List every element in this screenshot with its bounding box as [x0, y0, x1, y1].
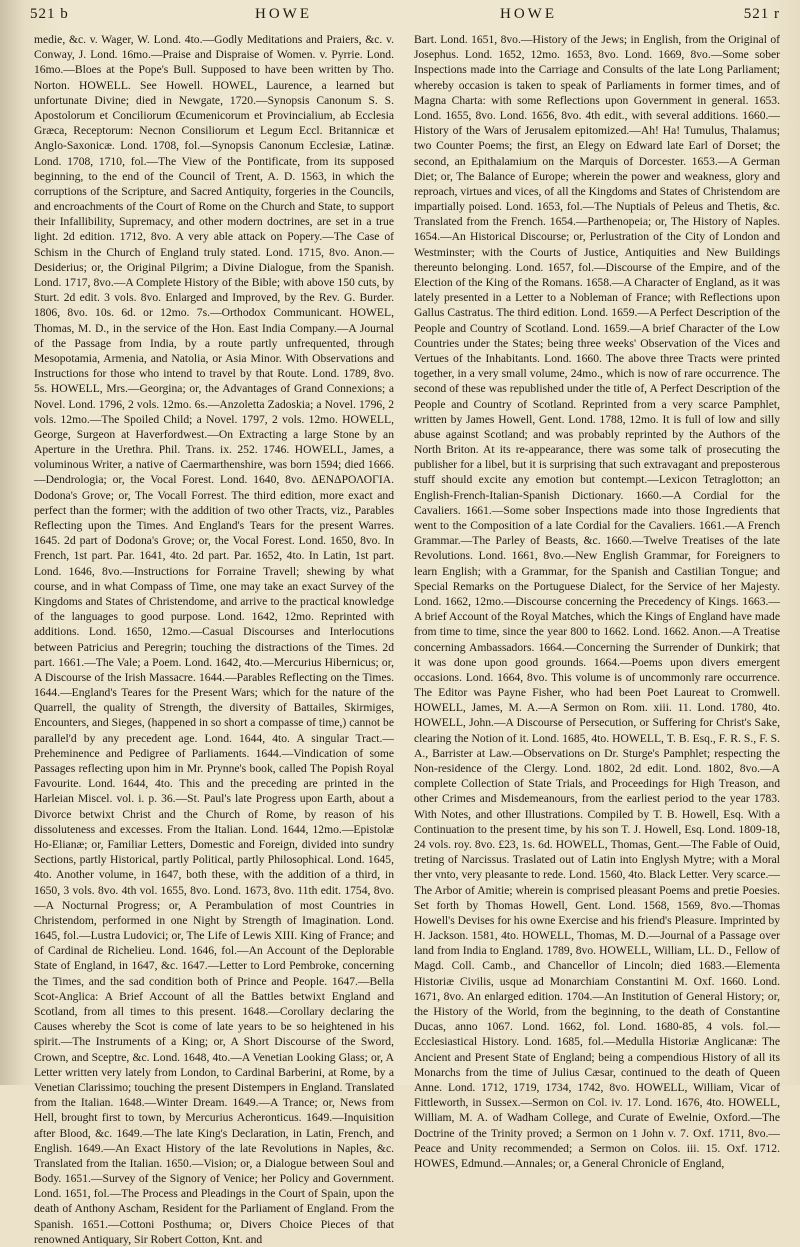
header-right: HOWE: [500, 6, 557, 22]
right-column-text: Bart. Lond. 1651, 8vo.—History of the Jews; in English, from the Original of Josephus. Lond. 1652, 12mo. 1653, 8vo. Lond. 1669, 8vo.—Some sober Inspections made into the Carriage and Consults of the late Long Parliament; whereby occasion is taken to speak of Parliaments in former times, and of Magna Charta: with some Reflections upon Government in general. 1653. Lond. 1655, 8vo. Lond. 1656, 8vo. 4th edit., with several additions. 1660.—History of the Wars of Jerusalem epitomized.—Ah! Ha! Tumulus, Thalamus; two Counter Poems; the first, an Elegy on Edward late Earl of Dorset; the second, an Epithalamium on the Marquis of Dorcester. 1653.—A German Diet; or, The Balance of Europe; wherein the power and weakness, glory and reproach, virtues and vices, of all the Kingdoms and States of Christendom are impartially poised. Lond. 1653, fol.—The Nuptials of Peleus and Thetis, &c. Translated from the French. 1654.—Parthenopeia; or, The History of Naples. 1654.—An Historical Discourse; or, Perlustration of the City of London and Westminster; with the Courts of Justice, Antiquities and New Buildings thereunto belonging. Lond. 1657, fol.—Discourse of the Empire, and of the Election of the King of the Romans. 1658.—A Character of England, as it was lately presented in a Letter to a Nobleman of France; with Reflections upon Gallus Castratus. The third edition. Lond. 1659.—A Perfect Description of the People and Country of Scotland. Lond. 1659.—A brief Character of the Low Countries under the States; being three weeks' Observation of the Vices and Vertues of the Inhabitants. Lond. 1660. The above three Tracts were printed together, in a very small volume, 24mo., which is now of rare occurrence. The second of these was republished under the title of, A Perfect Description of the People and Country of Scotland. Reprinted from a very scarce Pamphlet, written by James Howell, Gent. Lond. 1788, 12mo. It is full of low and silly abuse against Scotland; and was probably reprinted by the Authors of the North Briton. At its re-appearance, there was some talk of prosecuting the publisher for a libel, but it is surprising that such extravagant and preposterous stuff should excite any emotion but contempt.—Lexicon Tetraglotton; an English-French-Italian-Spanish Dictionary. 1660.—A Cordial for the Cavaliers. 1661.—Some sober Inspections made into those Ingredients that went to the Composition of a late Cordial for the Cavaliers. 1661.—A French Grammar.—The Parley of Beasts, &c. 1660.—Twelve Treatises of the late Revolutions. Lond. 1661, 8vo.—New English Grammar, for Foreigners to learn English; with a Grammar, for the Spanish and Castilian Tongue; and Special Remarks on the Portuguese Dialect, for the Service of her Majesty. Lond. 1662, 12mo.—Discourse concerning the Precedency of Kings. 1663.—A brief Account of the Royal Matches, which the Kings of England have made from time to time, since the year 800 to 1662. Lond. 1662. Anon.—A Treatise concerning Ambassadors. 1664.—Concerning the Surrender of Dunkirk; that it was done upon good grounds. 1664.—Poems upon divers emergent occasions. Lond. 1664, 8vo. This volume is of uncommonly rare occurrence. The Editor was Payne Fisher, who had been Poet Laureat to Cromwell. HOWELL, James, M. A.—A Sermon on Rom. xiii. 11. Lond. 1780, 4to. HOWELL, John.—A Discourse of Persecution, or Suffering for Christ's Sake, clearing the Notion of it. Lond. 1685, 4to. HOWELL, T. B. Esq., F. R. S., F. S. A., Barrister at Law.—Observations on Dr. Sturge's Pamphlet; respecting the Non-residence of the Clergy. Lond. 1802, 2d edit. Lond. 1802, 8vo.—A complete Collection of State Trials, and Proceedings for High Treason, and other Crimes and Misdemeanours, from the earliest period to the year 1783. With Notes, and other Illustrations. Compiled by T. B. Howell, Esq. With a Continuation to the present time, by his son T. J. Howell, Esq. Lond. 1809-18, 24 vols. roy. 8vo. £23, 1s. 6d. HOWELL, Thomas, Gent.—The Fable of Ouid, treting of Narcissus. Traslated out of Latin into Englysh Mytre; with a Moral ther vnto, very pleasante to rede. Lond. 1560, 4to. Black Letter. Very scarce.—The Arbor of Amitie; wherein is comprised pleasant Poems and pretie Poesies. Set forth by Thomas Howell, Gent. Lond. 1568, 1569, 8vo.—Thomas Howell's Devises for his owne Exercise and his friend's Pleasure. Imprinted by H. Jackson. 1581, 4to. HOWELL, Thomas, M. D.—Journal of a Passage over land from India to England. 1789, 8vo. HOWELL, William, LL. D., Fellow of Magd. Coll. Camb., and Chancellor of Lincoln; died 1683.—Elementa Historiæ Civilis, usque ad Monarchiam Constantini M. Oxf. 1660. Lond. 1671, 8vo. An enlarged edition. 1704.—An Institution of General History; or, the History of the World, from the beginning, to the death of Constantine Ducas, anno 1067. Lond. 1662, fol. Lond. 1680-85, 4 vols. fol.—Ecclesiastical History. Lond. 1685, fol.—Medulla Historiæ Anglicanæ: The Ancient and Present State of England; being a compendious History of all its Monarchs from the time of Julius Cæsar, continued to the death of Queen Anne. Lond. 1712, 1719, 1734, 1742, 8vo. HOWELL, William, Vicar of Fittleworth, in Sussex.—Sermon on Col. iv. 17. Lond. 1676, 4to. HOWELL, William, M. A. of Wadham College, and Curate of Ewelnie, Oxford.—The Doctrine of the Trinity proved; a Sermon on 1 John v. 7. Oxf. 1711, 8vo.—Peace and Unity recommended; a Sermon on Colos. iii. 15. Oxf. 1712. HOWES, Edmund.—Annales; or, a General Chronicle of England,: [414, 33, 780, 1170]
header-left: HOWE: [255, 6, 312, 22]
left-column: [34, 32, 394, 1246]
right-column: [414, 32, 780, 1170]
running-head: [30, 6, 780, 28]
left-column-text: medie, &c. v. Wager, W. Lond. 4to.—Godly Meditations and Praiers, &c. v. Conway, J. Lond. 16mo.—Praise and Dispraise of Women. v. Pyrrie. Lond. 16mo.—Bloes at the Pope's Bull. Supposed to have been written by Tho. Norton. HOWELL. See Howell. HOWEL, Laurence, a learned but unfortunate Divine; died in Newgate, 1720.—Synopsis Canonum S. S. Apostolorum et Conciliorum Œcumenicorum et Provincialium, ab Ecclesia Græca, Receptorum: Necnon Consiliorum et Legum Eccl. Britannicæ et Anglo-Saxonicæ. Lond. 1708, fol.—Synopsis Canonum Ecclesiæ, Latinæ. Lond. 1708, 1710, fol.—The View of the Pontificate, from its supposed beginning, to the end of the Council of Trent, A. D. 1563, in which the corruptions of the Scripture, and Sacred Antiquity, forgeries in the Councils, and encroachments of the Court of Rome on the Church and State, to support their Infallibility, Supremacy, and other modern doctrines, are set in a true light. 2d edition. 1712, 8vo. A very able attack on Popery.—The Case of Schism in the Church of England truly stated. Lond. 1715, 8vo. Anon.—Desiderius; or, the Original Pilgrim; a Divine Dialogue, from the Spanish. Lond. 1717, 8vo.—A Complete History of the Bible; with above 150 cuts, by Sturt. 2d edit. 3 vols. 8vo. Enlarged and Improved, by the Rev. G. Burder. 1806, 8vo. 10s. 6d. or 12mo. 7s.—Orthodox Communicant. HOWEL, Thomas, M. D., in the service of the Hon. East India Company.—A Journal of the Passage from India, by a route partly unfrequented, through Mesopotamia, Armenia, and Natolia, or Asia Minor. With Observations and Instructions for those who intend to travel by that Route. Lond. 1789, 8vo. 5s. HOWELL, Mrs.—Georgina; or, the Advantages of Grand Connexions; a Novel. Lond. 1796, 2 vols. 12mo. 6s.—Anzoletta Zadoskia; a Novel. 1796, 2 vols. 12mo.—The Spoiled Child; a Novel. 1797, 2 vols. 12mo. HOWELL, George, Surgeon at Haverfordwest.—On Extracting a large Stone by an Aperture in the Urethra. Phil. Trans. ix. 252. 1746. HOWELL, James, a voluminous Writer, a native of Caermarthenshire, was born 1594; died 1666.—Dendrologia; or, the Vocal Forest. Lond. 1640, 8vo. ΔΕΝΔΡΟΛΟΓΙΑ. Dodona's Grove; or, The Vocall Forrest. The third edition, more exact and perfect than the former; with the addition of two other Tracts, viz., Parables Reflecting upon the Times. And England's Tears for the present Warres. 1645. 2d part of Dodona's Grove; or, the Vocal Forest. Lond. 1650, 8vo. In French, 1st part. Par. 1641, 4to. 2d part. Par. 1652, 4to. In Latin, 1st part. Lond. 1646, 8vo.—Instructions for Forraine Travell; shewing by what course, and in what Compass of Time, one may take an exact Survey of the Kingdoms and States of Christendome, and arrive to the practical knowledge of the languages to good purpose. Lond. 1642, 12mo. Reprinted with additions. Lond. 1650, 12mo.—Casual Discourses and Interlocutions between Patricius and Peregrin; touching the distractions of the Times. 2d part. 1661.—The Vale; a Poem. Lond. 1642, 4to.—Mercurius Hibernicus; or, A Discourse of the Irish Massacre. 1644.—Parables Reflecting on the Times. 1644.—England's Teares for the Present Wars; which for the nature of the Quarrell, the quality of Strength, the diversity of Battailes, Skirmiges, Encounters, and Sieges, (happened in so short a compasse of time,) cannot be parallel'd by any precedent age. Lond. 1644, 4to. A singular Tract.—Preheminence and Pedigree of Parliaments. 1644.—Vindication of some Passages reflecting upon him in Mr. Prynne's book, called The Popish Royal Favourite. Lond. 1644, 4to. This and the preceding are printed in the Harleian Miscel. vol. i. p. 36.—St. Paul's late Progress upon Earth, about a Divorce betwixt Christ and the Church of Rome, by reason of his dissoluteness and excesses. From the Italian. Lond. 1644, 12mo.—Epistolæ Ho-Elianæ; or, Familiar Letters, Domestic and Foreign, divided into sundry Sections, partly Historical, partly Political, partly Philosophical. Lond. 1645, 4to. Another volume, in 1647, both these, with the addition of a third, in 1650, 3 vols. 8vo. 4th vol. 1655, 8vo. Lond. 1673, 8vo. 11th edit. 1754, 8vo.—A Nocturnal Progress; or, A Perambulation of most Countries in Christendom, performed in one Night by Strength of Imagination. Lond. 1645, fol.—Lustra Ludovici; or, The Life of Lewis XIII. King of France; and of Cardinal de Richelieu. Lond. 1646, fol.—An Account of the Deplorable State of England, in 1647, &c. 1647.—Letter to Lord Pembroke, concerning the Times, and the sad condition both of Prince and People. 1647.—Bella Scot-Anglica: A Brief Account of all the Battles betwixt England and Scotland, from all times to this present. 1648.—Corollary declaring the Causes whereby the Scot is come of late years to be so heightened in his spirit.—The Instruments of a King; or, A Short Discourse of the Sword, Crown, and Sceptre, &c. Lond. 1648, 4to.—A Venetian Looking Glass; or, A Letter written very lately from London, to Cardinal Barberini, at Rome, by a Venetian Clarissimo; touching the present Distempers in England. Translated from the Italian. 1648.—Winter Dream. 1649.—A Trance; or, News from Hell, brought first to town, by Mercurius Acheronticus. 1649.—Inquisition after Blood, &c. 1649.—The late King's Declaration, in Latin, French, and English. 1649.—An Exact History of the late Revolutions in Naples, &c. Translated from the Italian. 1650.—Vision; or, a Dialogue between Soul and Body. 1651.—Survey of the Signory of Venice; her Policy and Government. Lond. 1651, fol.—The Process and Pleadings in the Court of Spain, upon the death of Anthony Ascham, Resident for the Parliament of England. From the Spanish. 1651.—Cottoni Posthuma; or, Divers Choice Pieces of that renowned Antiquary, Sir Robert Cotton, Knt. and: [34, 33, 394, 1246]
page-number-left: 521 b: [30, 6, 69, 22]
page-number-right: 521 r: [743, 6, 780, 22]
